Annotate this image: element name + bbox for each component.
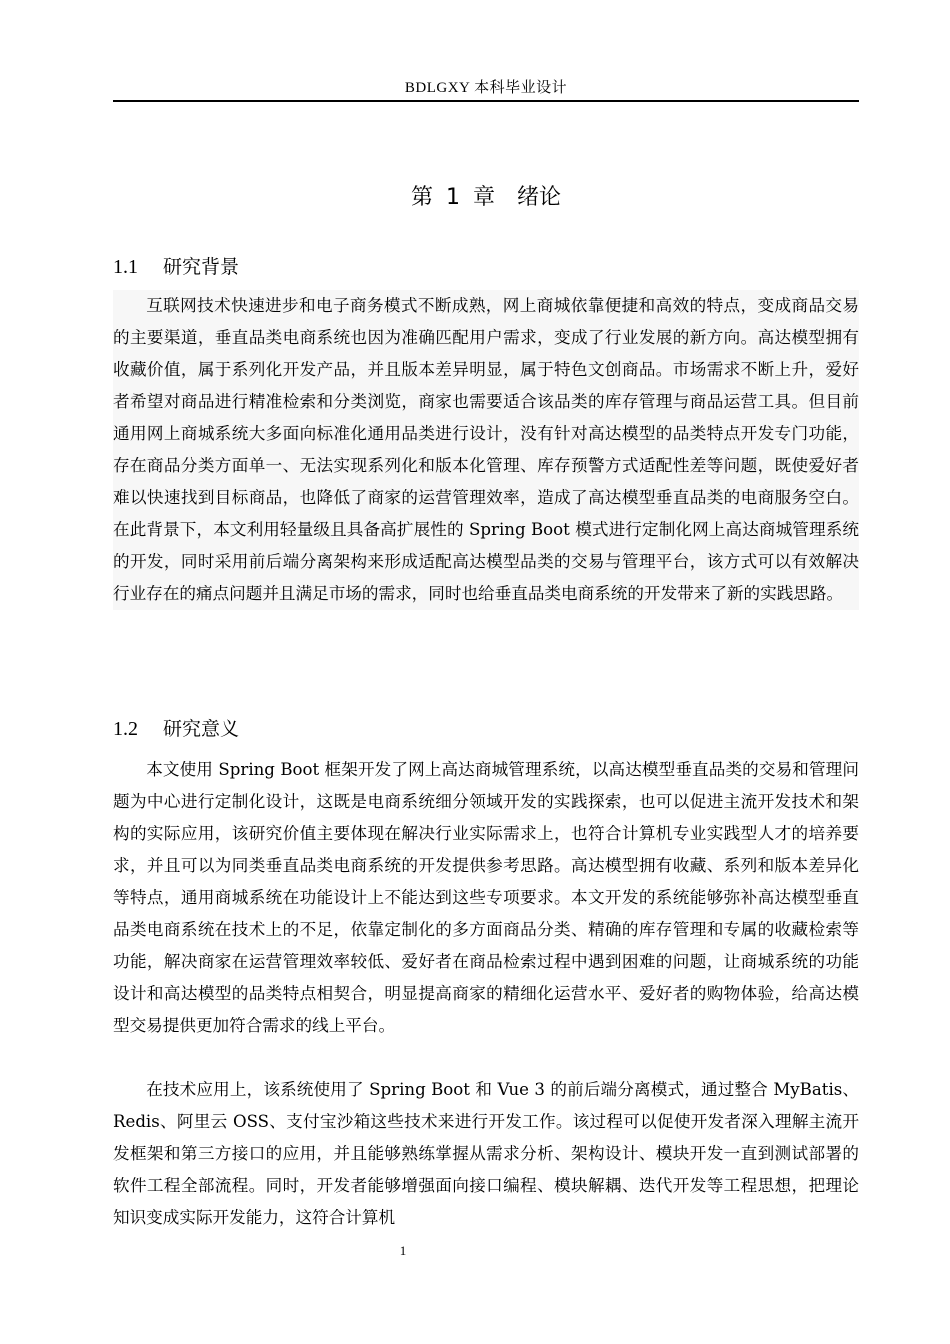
body-paragraph: 互联网技术快速进步和电子商务模式不断成熟，网上商城依靠便捷和高效的特点，变成商品交易的主要渠道，垂直品类电商系统也因为准确匹配用户需求，变成了行业发展的新方向。高达模型拥有收藏价值，属于系列化开发产品，并且版本差异明显，属于特色文创商品。市场需求不断上升，爱好者希望对商品进行精准检索和分类浏览，商家也需要适合该品类的库存管理与商品运营工具。但目前通用网上商城系统大多面向标准化通用品类进行设计，没有针对高达模型的品类特点开发专门功能，存在商品分类方面单一、无法实现系列化和版本化管理、库存预警方式适配性差等问题，既使爱好者难以快速找到目标商品，也降低了商家的运营管理效率，造成了高达模型垂直品类的电商服务空白。在此背景下，本文利用轻量级且具备高扩展性的 Spring Boot 模式进行定制化网上高达商城管理系统的开发，同时采用前后端分离架构来形成适配高达模型品类的交易与管理平台，该方式可以有效解决行业存在的痛点问题并且满足市场的需求，同时也给垂直品类电商系统的开发带来了新的实践思路。 <box>113 290 859 610</box>
section-number: 1.1 <box>113 256 138 278</box>
body-paragraph: 本文使用 Spring Boot 框架开发了网上高达商城管理系统，以高达模型垂直品类的交易和管理问题为中心进行定制化设计，这既是电商系统细分领域开发的实践探索，也可以促进主流开发技术和架构的实际应用，该研究价值主要体现在解决行业实际需求上，也符合计算机专业实践型人才的培养要求，并且可以为同类垂直品类电商系统的开发提供参考思路。高达模型拥有收藏、系列和版本差异化等特点，通用商城系统在功能设计上不能达到这些专项要求。本文开发的系统能够弥补高达模型垂直品类电商系统在技术上的不足，依靠定制化的多方面商品分类、精确的库存管理和专属的收藏检索等功能，解决商家在运营管理效率较低、爱好者在商品检索过程中遇到困难的问题，让商城系统的功能设计和高达模型的品类特点相契合，明显提高商家的精细化运营水平、爱好者的购物体验，给高达模型交易提供更加符合需求的线上平台。 <box>113 760 859 1035</box>
section-title: 研究背景 <box>163 256 240 278</box>
section-heading-background <box>113 252 239 279</box>
running-header: BDLGXY 本科毕业设计 <box>404 80 568 96</box>
body-paragraph: 在技术应用上，该系统使用了 Spring Boot 和 Vue 3 的前后端分离模式，通过整合 MyBatis、Redis、阿里云 OSS、支付宝沙箱这些技术来进行开发工作。该过程可以促使开发者深入理解主流开发框架和第三方接口的应用，并且能够熟练掌握从需求分析、架构设计、模块开发一直到测试部署的软件工程全部流程。同时，开发者能够增强面向接口编程、模块解耦、迭代开发等工程思想，把理论知识变成实际开发能力，这符合计算机 <box>113 1080 859 1227</box>
section-title: 研究意义 <box>163 718 240 740</box>
section-heading-significance <box>113 714 239 741</box>
section-number: 1.2 <box>113 718 138 740</box>
chapter-title: 第 1 章 绪论 <box>411 185 561 210</box>
header-divider <box>113 100 859 102</box>
page-number: 1 <box>399 1243 407 1258</box>
